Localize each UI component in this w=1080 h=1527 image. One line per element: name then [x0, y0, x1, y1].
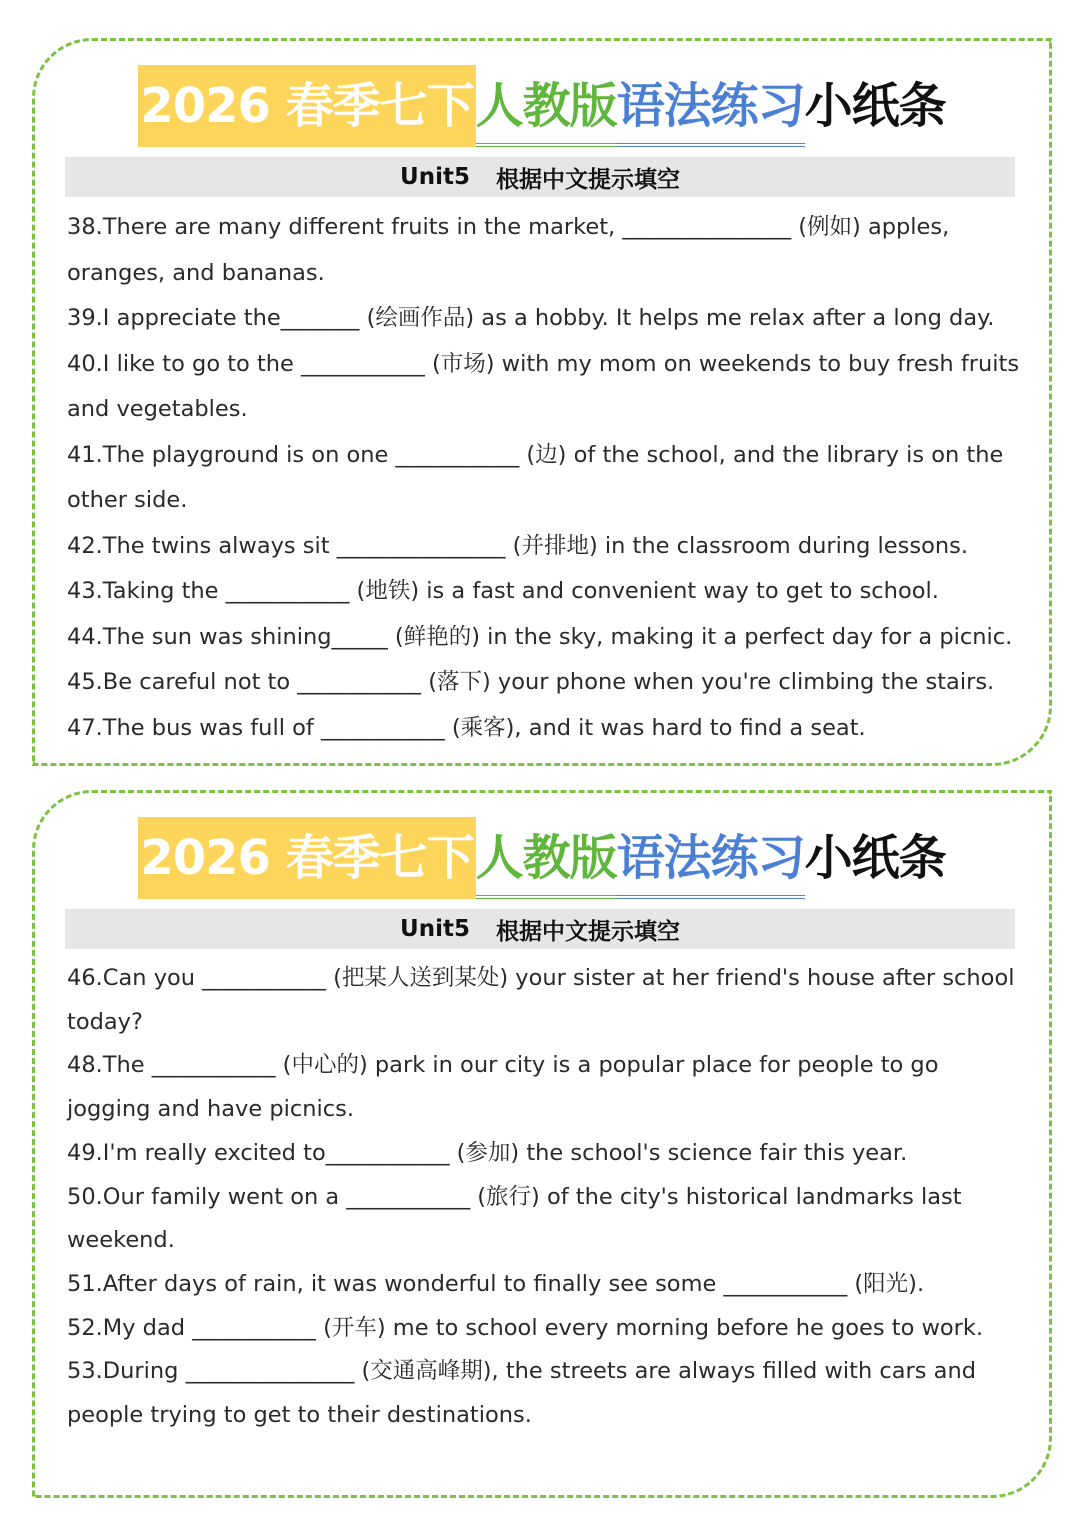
exercise-card-2	[32, 790, 1052, 1498]
question-list	[67, 957, 1027, 1438]
task-instruction: 根据中文提示填空	[495, 166, 680, 193]
title-grammar: 语法练习	[617, 69, 805, 147]
question-item: 44.The sun was shining_____ (鲜艳的) in the sky, making it a perfect day for a picnic.	[67, 623, 1013, 650]
question-item: 43.Taking the ___________ (地铁) is a fast and convenient way to get to school.	[67, 578, 939, 604]
question-item: 40.I like to go to the ___________ (市场) with my mom on weekends to buy fresh fruits and vegetables.	[67, 350, 1020, 422]
exercise-card-1	[32, 38, 1052, 766]
question-item: 42.The twins always sit _______________ (并排地) in the classroom during lessons.	[67, 532, 968, 559]
question-item: 38.There are many different fruits in the market, _______________ (例如) apples, oranges, and bananas.	[67, 214, 950, 286]
title-year-season: 2026 春季七下	[138, 65, 475, 147]
question-list	[67, 205, 1027, 751]
card-title	[35, 817, 1049, 899]
question-item: 45.Be careful not to ___________ (落下) your phone when you're climbing the stairs.	[67, 669, 995, 695]
title-note: 小纸条	[804, 78, 946, 134]
question-item: 53.During _______________ (交通高峰期), the streets are always filled with cars and people trying to get to their destinations.	[67, 1358, 976, 1429]
task-instruction: 根据中文提示填空	[495, 918, 680, 945]
question-item: 47.The bus was full of ___________ (乘客), and it was hard to find a seat.	[67, 714, 866, 741]
card-title	[35, 65, 1049, 147]
unit-header	[65, 909, 1015, 949]
title-edition: 人教版	[476, 69, 617, 147]
question-item: 51.After days of rain, it was wonderful to finally see some ___________ (阳光).	[67, 1270, 925, 1297]
question-item: 50.Our family went on a ___________ (旅行) of the city's historical landmarks last weekend.	[67, 1183, 962, 1254]
title-year-season: 2026 春季七下	[138, 817, 475, 899]
title-grammar: 语法练习	[617, 821, 805, 899]
question-item: 49.I'm really excited to___________ (参加) the school's science fair this year.	[67, 1139, 908, 1166]
unit-header	[65, 157, 1015, 197]
question-item: 52.My dad ___________ (开车) me to school every morning before he goes to work.	[67, 1314, 984, 1341]
unit-name: Unit5	[400, 916, 470, 942]
question-item: 48.The ___________ (中心的) park in our city is a popular place for people to go jogging and have picnics.	[67, 1052, 939, 1123]
title-note: 小纸条	[804, 830, 946, 886]
title-edition: 人教版	[476, 821, 617, 899]
question-item: 46.Can you ___________ (把某人送到某处) your sister at her friend's house after school today?	[67, 965, 1015, 1035]
unit-name: Unit5	[400, 164, 470, 190]
question-item: 39.I appreciate the_______ (绘画作品) as a hobby. It helps me relax after a long day.	[67, 305, 995, 331]
question-item: 41.The playground is on one ___________ (边) of the school, and the library is on the other side.	[67, 441, 1004, 513]
